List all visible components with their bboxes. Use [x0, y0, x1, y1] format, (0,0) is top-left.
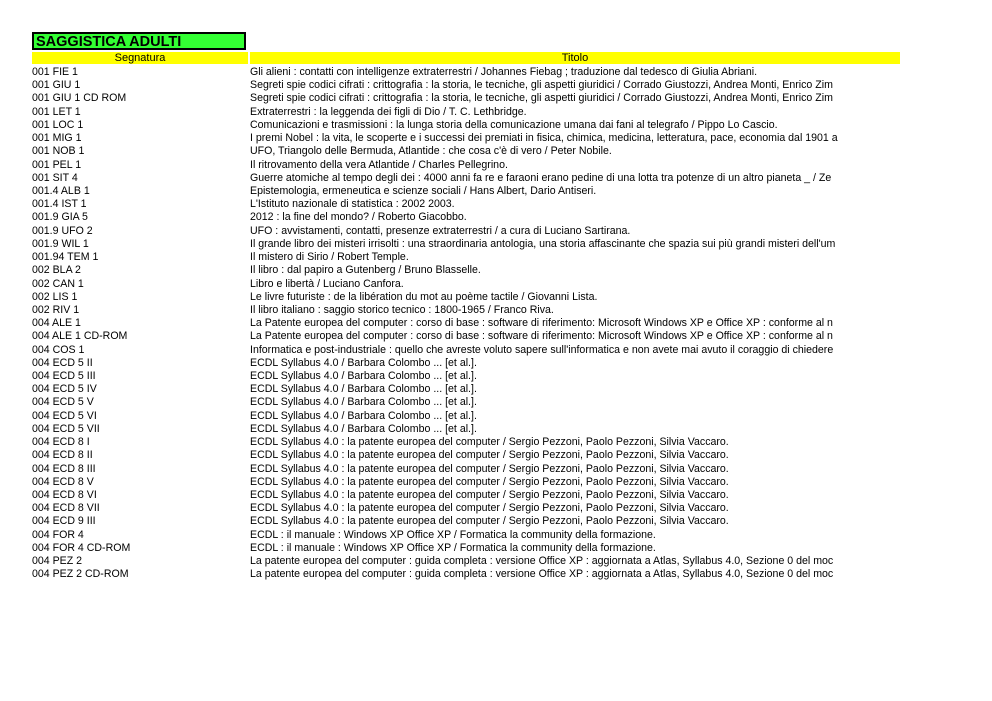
segnatura-cell[interactable]: 004 PEZ 2 CD-ROM [32, 568, 129, 581]
titolo-cell[interactable]: La patente europea del computer : guida completa : versione Office XP : aggiornata a Atlas, Syllabus 4.0, Sezione 0 del moc [250, 568, 834, 581]
titolo-cell[interactable]: UFO : avvistamenti, contatti, presenze extraterrestri / a cura di Luciano Sartirana. [250, 224, 631, 237]
header-titolo[interactable]: Titolo [250, 52, 900, 64]
segnatura-cell[interactable]: 001 LET 1 [32, 105, 81, 118]
titolo-cell[interactable]: L'Istituto nazionale di statistica : 2002 2003. [250, 198, 455, 211]
segnatura-cell[interactable]: 002 RIV 1 [32, 303, 80, 316]
segnatura-cell[interactable]: 001.9 WIL 1 [32, 237, 89, 250]
titolo-cell[interactable]: Libro e libertà / Luciano Canfora. [250, 277, 404, 290]
segnatura-cell[interactable]: 001 GIU 1 CD ROM [32, 92, 127, 105]
sheet-title-cell[interactable]: SAGGISTICA ADULTI [32, 32, 246, 50]
segnatura-cell[interactable]: 004 ECD 8 VII [32, 502, 100, 515]
segnatura-cell[interactable]: 004 ECD 5 VII [32, 422, 100, 435]
titolo-cell[interactable]: Segreti spie codici cifrati : crittografia : la storia, le tecniche, gli aspetti giuridici / Corrado Giustozzi, Andrea Monti, Enrico Zim [250, 92, 833, 105]
segnatura-cell[interactable]: 002 LIS 1 [32, 290, 78, 303]
segnatura-cell[interactable]: 002 CAN 1 [32, 277, 84, 290]
titolo-cell[interactable]: Il ritrovamento della vera Atlantide / Charles Pellegrino. [250, 158, 508, 171]
segnatura-cell[interactable]: 004 ALE 1 [32, 317, 81, 330]
segnatura-cell[interactable]: 004 ECD 9 III [32, 515, 96, 528]
segnatura-cell[interactable]: 004 PEZ 2 [32, 555, 83, 568]
titolo-cell[interactable]: Il grande libro dei misteri irrisolti : una straordinaria antologia, una storia affascinante che spazia sui più grandi misteri dell'um [250, 237, 836, 250]
titolo-cell[interactable]: ECDL Syllabus 4.0 : la patente europea del computer / Sergio Pezzoni, Paolo Pezzoni, Silvia Vaccaro. [250, 475, 729, 488]
titolo-cell[interactable]: Comunicazioni e trasmissioni : la lunga storia della comunicazione umana dai fani al telegrafo / Pippo Lo Cascio. [250, 118, 778, 131]
titolo-cell[interactable]: Epistemologia, ermeneutica e scienze sociali / Hans Albert, Dario Antiseri. [250, 184, 597, 197]
titolo-cell[interactable]: I premi Nobel : la vita, le scoperte e i successi dei premiati in fisica, chimica, medicina, letteratura, pace, economia dal 1901 a [250, 132, 838, 145]
segnatura-cell[interactable]: 001 LOC 1 [32, 118, 84, 131]
segnatura-cell[interactable]: 001 FIE 1 [32, 66, 78, 78]
titolo-cell[interactable]: ECDL Syllabus 4.0 / Barbara Colombo ... [et al.]. [250, 409, 477, 422]
segnatura-cell[interactable]: 004 ECD 5 III [32, 370, 96, 383]
segnatura-cell[interactable]: 001 PEL 1 [32, 158, 82, 171]
titolo-cell[interactable]: ECDL Syllabus 4.0 / Barbara Colombo ... [et al.]. [250, 422, 477, 435]
segnatura-cell[interactable]: 004 ALE 1 CD-ROM [32, 330, 128, 343]
titolo-cell[interactable]: ECDL Syllabus 4.0 : la patente europea del computer / Sergio Pezzoni, Paolo Pezzoni, Silvia Vaccaro. [250, 436, 729, 449]
titolo-cell[interactable]: UFO, Triangolo delle Bermuda, Atlantide : che cosa c'è di vero / Peter Nobile. [250, 145, 612, 158]
segnatura-cell[interactable]: 001 GIU 1 [32, 79, 81, 92]
segnatura-cell[interactable]: 001 SIT 4 [32, 171, 78, 184]
titolo-cell[interactable]: ECDL Syllabus 4.0 : la patente europea del computer / Sergio Pezzoni, Paolo Pezzoni, Silvia Vaccaro. [250, 502, 729, 515]
titolo-cell[interactable]: Informatica e post-industriale : quello che avreste voluto sapere sull'informatica e non avete mai avuto il coraggio di chiedere [250, 343, 834, 356]
titolo-cell[interactable]: La Patente europea del computer : corso di base : software di riferimento: Microsoft Windows XP e Office XP : conforme al n [250, 330, 833, 343]
header-segnatura[interactable]: Segnatura [32, 52, 248, 64]
titolo-cell[interactable]: ECDL : il manuale : Windows XP Office XP / Formatica la community della formazione. [250, 528, 656, 541]
titolo-cell[interactable]: Il mistero di Sirio / Robert Temple. [250, 251, 409, 264]
segnatura-cell[interactable]: 004 ECD 5 II [32, 356, 93, 369]
segnatura-cell[interactable]: 004 FOR 4 [32, 528, 84, 541]
titolo-cell[interactable]: Segreti spie codici cifrati : crittografia : la storia, le tecniche, gli aspetti giuridici / Corrado Giustozzi, Andrea Monti, Enrico Zim [250, 79, 833, 92]
titolo-cell[interactable]: Guerre atomiche al tempo degli dei : 4000 anni fa re e faraoni erano pedine di una lotta tra potenze di un altro pianeta _ / Ze [250, 171, 832, 184]
titolo-cell[interactable]: La patente europea del computer : guida completa : versione Office XP : aggiornata a Atlas, Syllabus 4.0, Sezione 0 del moc [250, 555, 834, 568]
segnatura-cell[interactable]: 004 FOR 4 CD-ROM [32, 541, 131, 554]
segnatura-cell[interactable]: 001 NOB 1 [32, 145, 85, 158]
segnatura-cell[interactable]: 001 MIG 1 [32, 132, 82, 145]
segnatura-cell[interactable]: 004 ECD 5 IV [32, 383, 97, 396]
titolo-cell[interactable]: 2012 : la fine del mondo? / Roberto Giacobbo. [250, 211, 467, 224]
titolo-cell[interactable]: ECDL Syllabus 4.0 / Barbara Colombo ... [et al.]. [250, 383, 477, 396]
segnatura-cell[interactable]: 004 ECD 8 II [32, 449, 93, 462]
segnatura-cell[interactable]: 001.94 TEM 1 [32, 251, 99, 264]
titolo-cell[interactable]: Extraterrestri : la leggenda dei figli di Dio / T. C. Lethbridge. [250, 105, 527, 118]
segnatura-cell[interactable]: 002 BLA 2 [32, 264, 81, 277]
titolo-cell[interactable]: ECDL Syllabus 4.0 : la patente europea del computer / Sergio Pezzoni, Paolo Pezzoni, Silvia Vaccaro. [250, 449, 729, 462]
segnatura-cell[interactable]: 001.4 IST 1 [32, 198, 87, 211]
segnatura-cell[interactable]: 004 ECD 8 III [32, 462, 96, 475]
titolo-cell[interactable]: La Patente europea del computer : corso di base : software di riferimento: Microsoft Windows XP e Office XP : conforme al n [250, 317, 833, 330]
segnatura-cell[interactable]: 004 ECD 5 V [32, 396, 94, 409]
segnatura-cell[interactable]: 004 COS 1 [32, 343, 85, 356]
segnatura-cell[interactable]: 001.9 GIA 5 [32, 211, 88, 224]
titolo-cell[interactable]: Il libro : dal papiro a Gutenberg / Bruno Blasselle. [250, 264, 481, 277]
titolo-cell[interactable]: Le livre futuriste : de la libération du mot au poème tactile / Giovanni Lista. [250, 290, 598, 303]
titolo-cell[interactable]: ECDL Syllabus 4.0 / Barbara Colombo ... [et al.]. [250, 356, 477, 369]
segnatura-cell[interactable]: 004 ECD 8 VI [32, 489, 97, 501]
segnatura-cell[interactable]: 004 ECD 8 V [32, 475, 94, 488]
segnatura-cell[interactable]: 001.4 ALB 1 [32, 184, 90, 197]
segnatura-cell[interactable]: 004 ECD 8 I [32, 436, 90, 449]
titolo-cell[interactable]: Il libro italiano : saggio storico tecnico : 1800-1965 / Franco Riva. [250, 303, 554, 316]
titolo-cell[interactable]: ECDL : il manuale : Windows XP Office XP / Formatica la community della formazione. [250, 541, 656, 554]
titolo-cell[interactable]: ECDL Syllabus 4.0 / Barbara Colombo ... [et al.]. [250, 370, 477, 383]
titolo-cell[interactable]: Gli alieni : contatti con intelligenze extraterrestri / Johannes Fiebag ; traduzione dal tedesco di Giulia Abriani. [250, 66, 758, 78]
titolo-cell[interactable]: ECDL Syllabus 4.0 : la patente europea del computer / Sergio Pezzoni, Paolo Pezzoni, Silvia Vaccaro. [250, 489, 729, 501]
titolo-cell[interactable]: ECDL Syllabus 4.0 : la patente europea del computer / Sergio Pezzoni, Paolo Pezzoni, Silvia Vaccaro. [250, 515, 729, 528]
titolo-cell[interactable]: ECDL Syllabus 4.0 : la patente europea del computer / Sergio Pezzoni, Paolo Pezzoni, Silvia Vaccaro. [250, 462, 729, 475]
segnatura-cell[interactable]: 004 ECD 5 VI [32, 409, 97, 422]
titolo-cell[interactable]: ECDL Syllabus 4.0 / Barbara Colombo ... [et al.]. [250, 396, 477, 409]
segnatura-cell[interactable]: 001.9 UFO 2 [32, 224, 93, 237]
